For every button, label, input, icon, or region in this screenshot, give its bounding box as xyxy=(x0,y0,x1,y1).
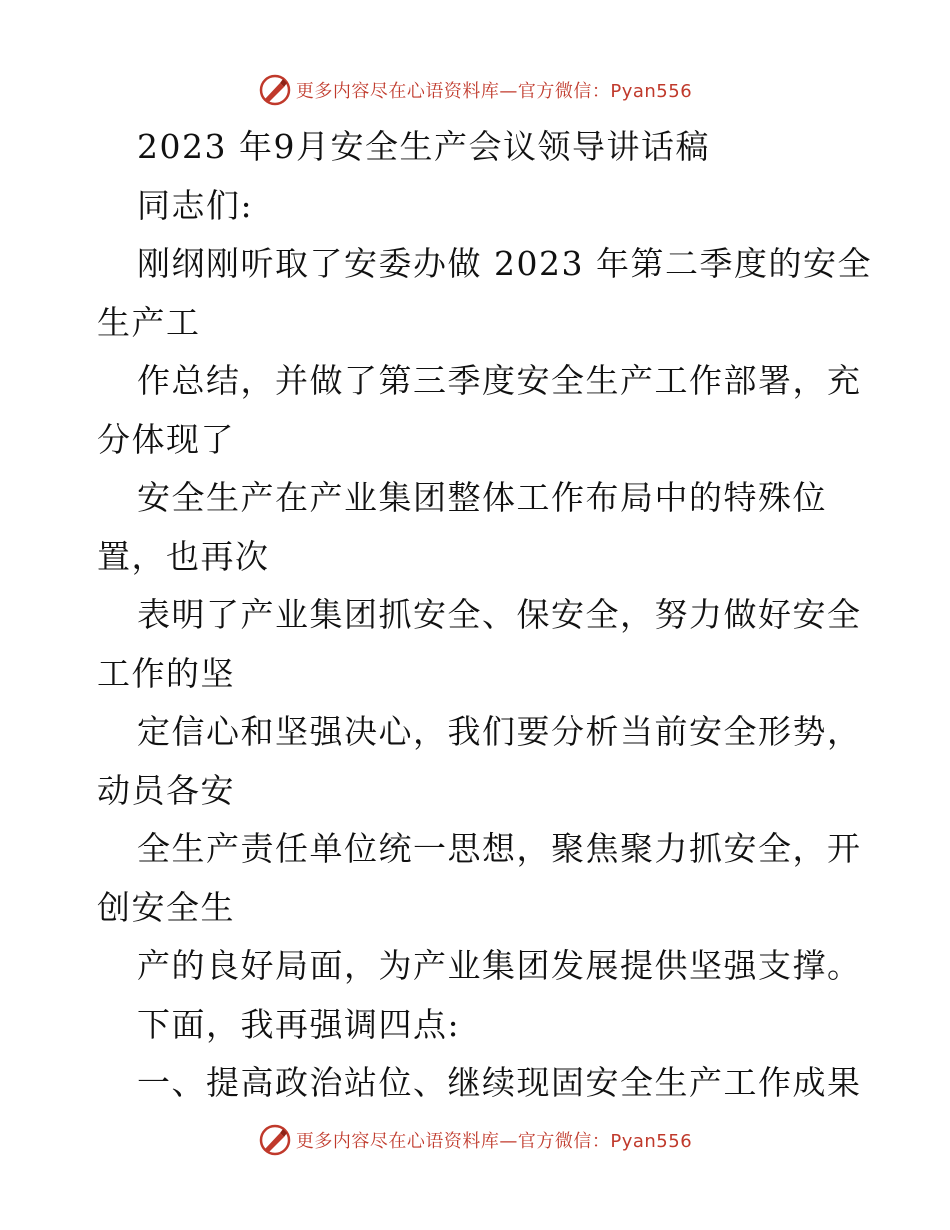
paragraph-line: 安全生产在产业集团整体工作布局中的特殊位 xyxy=(137,478,827,517)
pen-logo-icon xyxy=(258,73,292,107)
paragraph-line: 定信心和坚强决心，我们要分析当前安全形势， xyxy=(137,712,862,751)
paragraph-line: 动员各安 xyxy=(97,770,235,810)
document-title: 2023 年9月安全生产会议领导讲话稿 xyxy=(137,127,710,166)
paragraph-line: 工作的坚 xyxy=(97,653,235,693)
watermark-banner-bottom xyxy=(0,1120,950,1160)
pen-logo-icon xyxy=(258,1123,292,1157)
paragraph-line: 下面，我再强调四点: xyxy=(137,1004,461,1044)
paragraph-line: 产的良好局面，为产业集团发展提供坚强支撑。 xyxy=(137,946,862,985)
paragraph-line: 作总结，并做了第三季度安全生产工作部署，充 xyxy=(137,361,862,400)
banner-text: 更多内容尽在心语资料库—官方微信：Pyan556 xyxy=(295,1131,693,1152)
salutation: 同志们: xyxy=(137,185,254,225)
paragraph-line: 生产工 xyxy=(97,302,201,342)
watermark-banner-top xyxy=(0,70,950,110)
section-heading: 一、提高政治站位、继续现固安全生产工作成果 xyxy=(137,1063,862,1102)
paragraph-line: 全生产责任单位统一思想，聚焦聚力抓安全，开 xyxy=(137,829,862,868)
document-body xyxy=(97,118,872,1113)
banner-text: 更多内容尽在心语资料库—官方微信：Pyan556 xyxy=(295,81,693,102)
paragraph-line: 刚纲刚听取了安委办做 2023 年第二季度的安全 xyxy=(137,244,872,283)
paragraph-line: 置，也再次 xyxy=(97,536,270,576)
paragraph-line: 创安全生 xyxy=(97,887,235,927)
paragraph-line: 表明了产业集团抓安全、保安全，努力做好安全 xyxy=(137,595,862,634)
paragraph-line: 分体现了 xyxy=(97,419,235,459)
